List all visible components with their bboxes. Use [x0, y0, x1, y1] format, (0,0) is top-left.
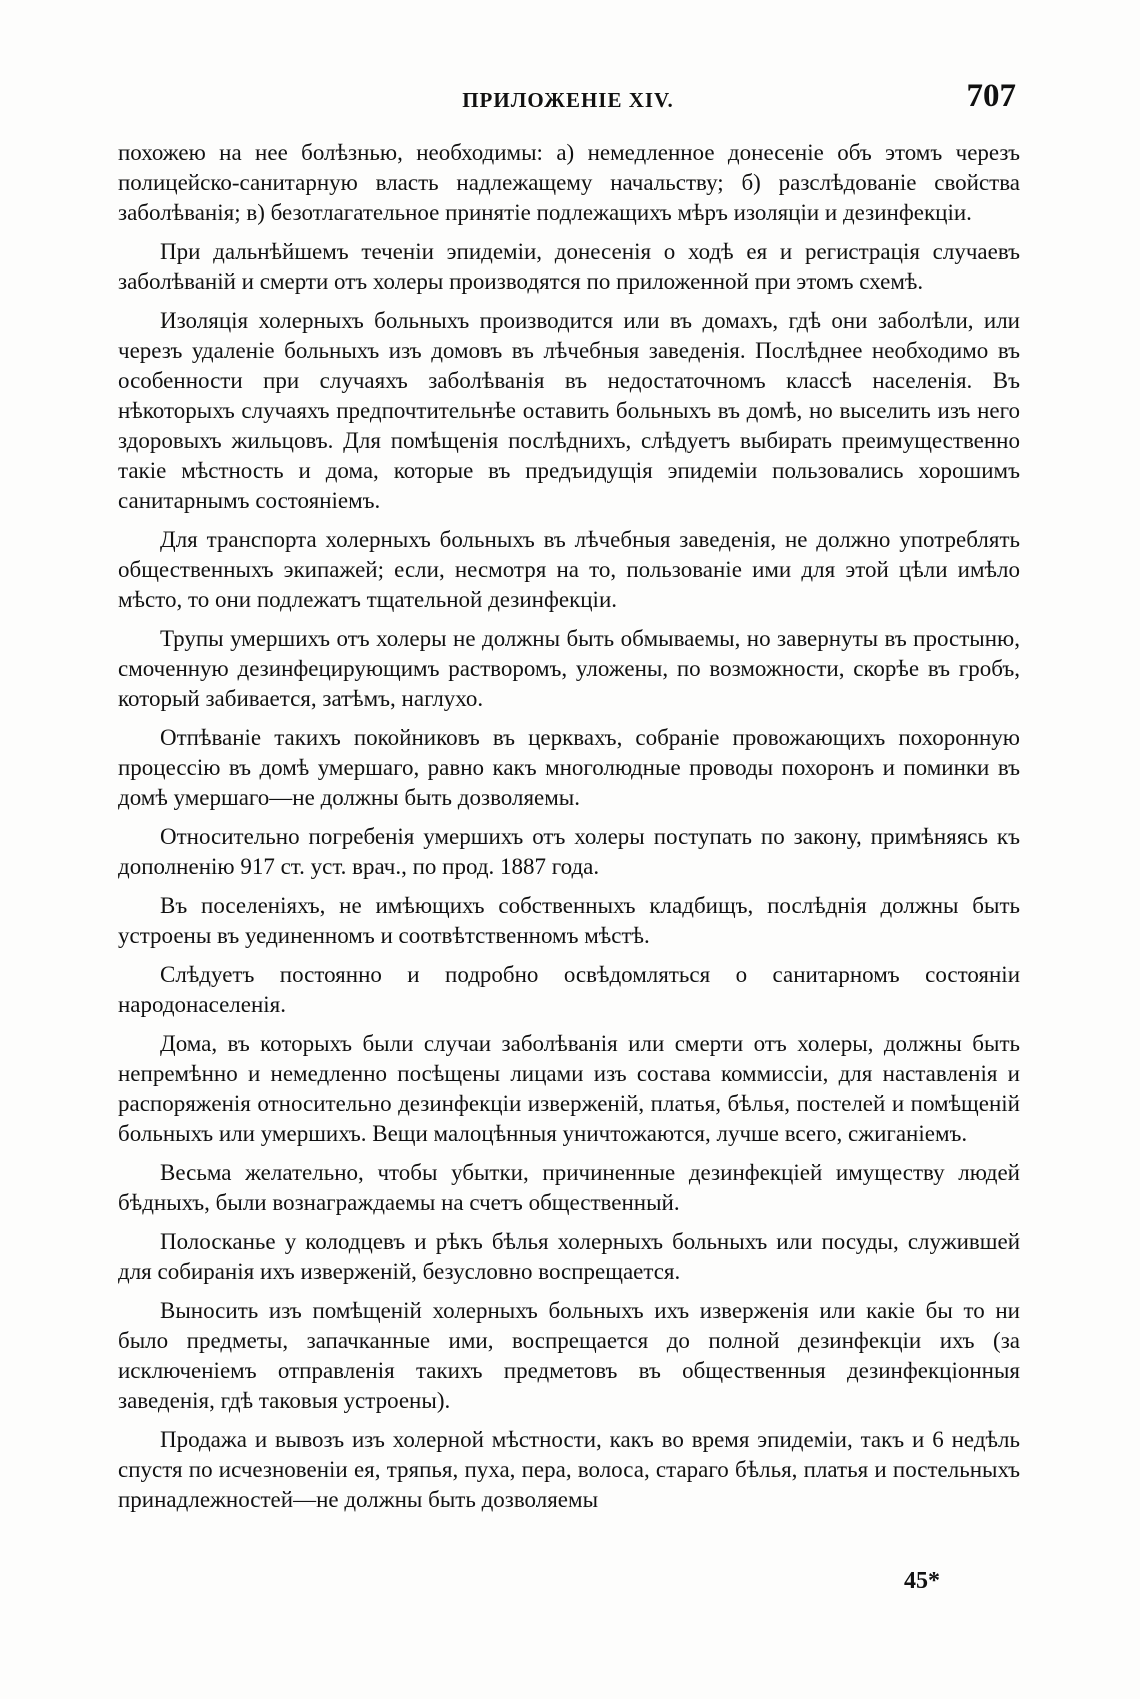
paragraph: При дальнѣйшемъ теченіи эпидеміи, донесенія о ходѣ ея и регистрація случаевъ заболѣваній и смерти отъ холеры производятся по приложенной при этомъ схемѣ.	[118, 239, 1020, 294]
paragraph: Продажа и вывозъ изъ холерной мѣстности, какъ во время эпидеміи, такъ и 6 недѣль спустя по исчезновеніи ея, тряпья, пуха, пера, волоса, стараго бѣлья, платья и постельныхъ принадлежностей—не должны быть дозволяемы	[118, 1427, 1020, 1512]
paragraph: Отпѣваніе такихъ покойниковъ въ церквахъ, собраніе провожающихъ похоронную процессію въ домѣ умершаго, равно какъ многолюдные проводы похоронъ и поминки въ домѣ умершаго—не должны быть дозволяемы.	[118, 725, 1020, 810]
paragraph: Слѣдуетъ постоянно и подробно освѣдомляться о санитарномъ состояніи народонаселенія.	[118, 962, 1020, 1017]
running-title: ПРИЛОЖЕНІЕ XIV.	[462, 88, 674, 112]
paragraph: Трупы умершихъ отъ холеры не должны быть обмываемы, но завернуты въ простыню, смоченную дезинфецирующимъ растворомъ, уложены, по возможности, скорѣе въ гробъ, который забивается, затѣмъ, наглухо.	[118, 626, 1020, 711]
body-text	[118, 138, 1020, 1524]
signature-mark: 45*	[904, 1568, 940, 1594]
paragraph: Изоляція холерныхъ больныхъ производится или въ домахъ, гдѣ они заболѣли, или черезъ удаленіе больныхъ изъ домовъ въ лѣчебныя заведенія. Послѣднее необходимо въ особенности при случаяхъ заболѣванія въ недостаточномъ классѣ населенія. Въ нѣкоторыхъ случаяхъ предпочтительнѣе оставить больныхъ въ домѣ, но выселить изъ него здоровыхъ жильцовъ. Для помѣщенія послѣднихъ, слѣдуетъ выбирать преимущественно такіе мѣстность и дома, которые въ предъидущія эпидеміи пользовались хорошимъ санитарнымъ состояніемъ.	[118, 308, 1020, 513]
paragraph: Полосканье у колодцевъ и рѣкъ бѣлья холерныхъ больныхъ или посуды, служившей для собиранія ихъ изверженій, безусловно воспрещается.	[118, 1229, 1020, 1284]
page-number: 707	[966, 78, 1016, 114]
paragraph: Дома, въ которыхъ были случаи заболѣванія или смерти отъ холеры, должны быть непремѣнно и немедленно посѣщены лицами изъ состава коммиссіи, для наставленія и распоряженія относительно дезинфекціи изверженій, платья, бѣлья, постелей и помѣщеній больныхъ или умершихъ. Вещи малоцѣнныя уничтожаются, лучше всего, сжиганіемъ.	[118, 1031, 1020, 1146]
paragraph: Весьма желательно, чтобы убытки, причиненные дезинфекціей имуществу людей бѣдныхъ, были вознаграждаемы на счетъ общественный.	[118, 1160, 1020, 1215]
paragraph: Въ поселеніяхъ, не имѣющихъ собственныхъ кладбищъ, послѣднія должны быть устроены въ уединенномъ и соотвѣтственномъ мѣстѣ.	[118, 893, 1020, 948]
paragraph: похожею на нее болѣзнью, необходимы: а) немедленное донесеніе объ этомъ черезъ полицейско-санитарную власть надлежащему начальству; б) разслѣдованіе свойства заболѣванія; в) безотлагательное принятіе подлежащихъ мѣръ изоляціи и дезинфекціи.	[118, 140, 1020, 225]
paragraph: Для транспорта холерныхъ больныхъ въ лѣчебныя заведенія, не должно употреблять общественныхъ экипажей; если, несмотря на то, пользованіе ими для этой цѣли имѣло мѣсто, то они подлежатъ тщательной дезинфекціи.	[118, 527, 1020, 612]
page-header	[118, 78, 1018, 126]
paragraph: Относительно погребенія умершихъ отъ холеры поступать по закону, примѣняясь къ дополненію 917 ст. уст. врач., по прод. 1887 года.	[118, 824, 1020, 879]
page-footer	[118, 1568, 1020, 1608]
paragraph: Выносить изъ помѣщеній холерныхъ больныхъ ихъ изверженія или какіе бы то ни было предметы, запачканные ими, воспрещается до полной дезинфекціи ихъ (за исключеніемъ отправленія такихъ предметовъ въ общественныя дезинфекціонныя заведенія, гдѣ таковыя устроены).	[118, 1298, 1020, 1413]
